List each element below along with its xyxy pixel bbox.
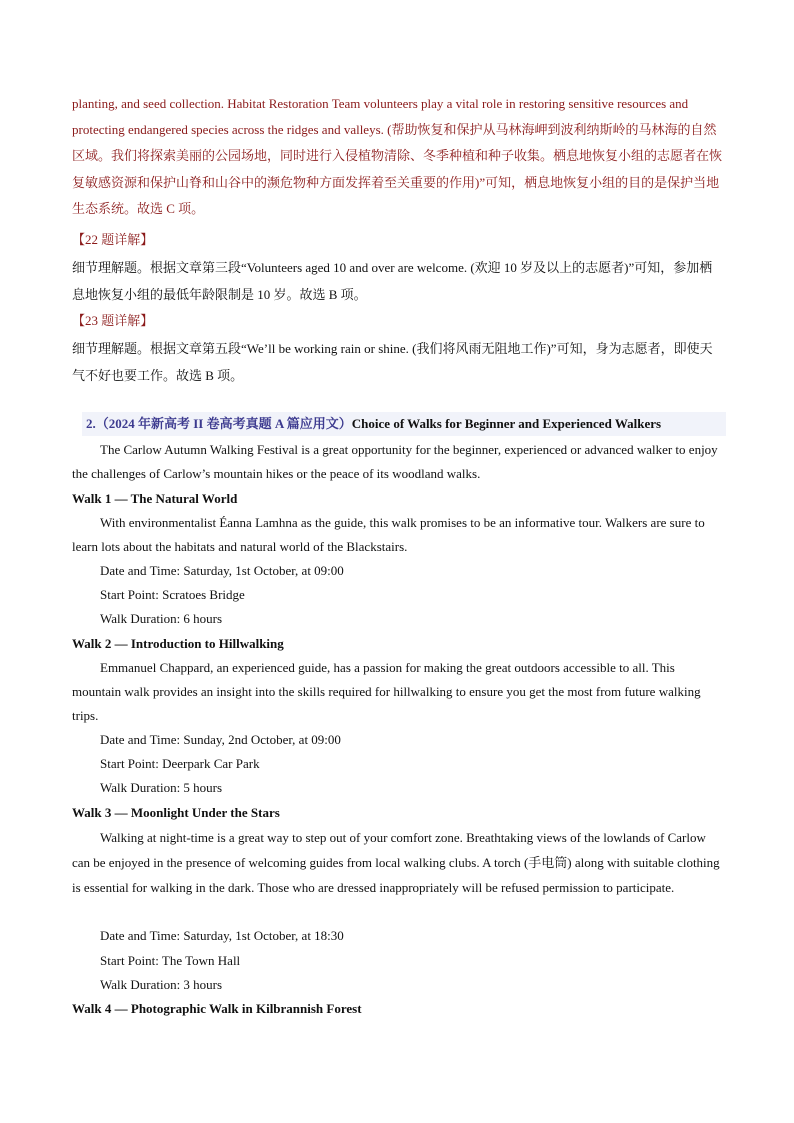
walk-3-start-point: Start Point: The Town Hall [100, 953, 241, 968]
q22-explanation: 细节理解题。根据文章第三段“Volunteers aged 10 and over are welcome. (欢迎 10 岁及以上的志愿者)”可知，参加栖息地恢复小组的最低年龄限制是 10 岁。故选 B 项。 [72, 260, 713, 302]
walk-1-duration: Walk Duration: 6 hours [100, 611, 223, 626]
q23-explanation: 细节理解题。根据文章第五段“We’ll be working rain or shine. (我们将风雨无阻地工作)”可知，身为志愿者，即使天气不好也要工作。故选 B 项。 [72, 341, 713, 383]
walk-3-title: Walk 3 — Moonlight Under the Stars [72, 805, 280, 820]
walk-1-date-time: Date and Time: Saturday, 1st October, at 09:00 [100, 563, 344, 578]
walk-1-title: Walk 1 — The Natural World [72, 491, 238, 506]
walk-1-description: With environmentalist Éanna Lamhna as the guide, this walk promises to be an informative tour. Walkers are sure to learn lots about the habitats and natural world of the Blackstairs. [72, 515, 705, 555]
explanation-continuation [72, 91, 724, 222]
walk-2-date-time: Date and Time: Sunday, 2nd October, at 09:00 [100, 732, 341, 747]
passage-title: Choice of Walks for Beginner and Experienced Walkers [351, 416, 662, 431]
walk-3-duration: Walk Duration: 3 hours [100, 977, 223, 992]
walk-4-title: Walk 4 — Photographic Walk in Kilbrannish Forest [72, 1001, 362, 1016]
question-2-heading [82, 412, 726, 436]
walk-3-date-time: Date and Time: Saturday, 1st October, at 18:30 [100, 928, 344, 943]
question-source: （2024 年新高考 II 卷高考真题 A 篇应用文） [95, 416, 352, 431]
explanation-chinese: (帮助恢复和保护从马林海岬到波利纳斯岭的马林海的自然区域。我们将探索美丽的公园场地，同时进行入侵植物清除、冬季种植和种子收集。栖息地恢复小组的志愿者在恢复敏感资源和保护山脊和山谷中的濒危物种方面发挥着至关重要的作用)”可知，栖息地恢复小组的目的是保护当地生态系统。故选 C 项。 [72, 122, 723, 216]
question-number: 2. [86, 416, 96, 431]
q23-label: 【23 题详解】 [72, 313, 154, 328]
q22-label: 【22 题详解】 [72, 232, 154, 247]
explanation-english: planting, and seed collection. Habitat Restoration Team volunteers play a vital role in restoring sensitive resources and protecting endangered species across the ridges and valleys. [72, 96, 689, 138]
walk-2-start-point: Start Point: Deerpark Car Park [100, 756, 260, 771]
walk-2-duration: Walk Duration: 5 hours [100, 780, 223, 795]
walk-2-description: Emmanuel Chappard, an experienced guide, has a passion for making the great outdoors accessible to all. This mountain walk provides an insight into the skills required for hillwalking to ensure you get the most from future walking trips. [72, 660, 701, 724]
walk-2-title: Walk 2 — Introduction to Hillwalking [72, 636, 284, 651]
walk-1-start-point: Start Point: Scratoes Bridge [100, 587, 245, 602]
walk-3-description: Walking at night-time is a great way to step out of your comfort zone. Breathtaking views of the lowlands of Carlow can be enjoyed in the presence of welcoming guides from local walking clubs. A torch (手电筒) along with suitable clothing is essential for walking in the dark. Those who are dressed inappropriately will be refused permission to participate. [72, 830, 720, 896]
passage-intro: The Carlow Autumn Walking Festival is a great opportunity for the beginner, experienced or advanced walker to enjoy the challenges of Carlow’s mountain hikes or the peace of its woodland walks. [72, 442, 718, 482]
